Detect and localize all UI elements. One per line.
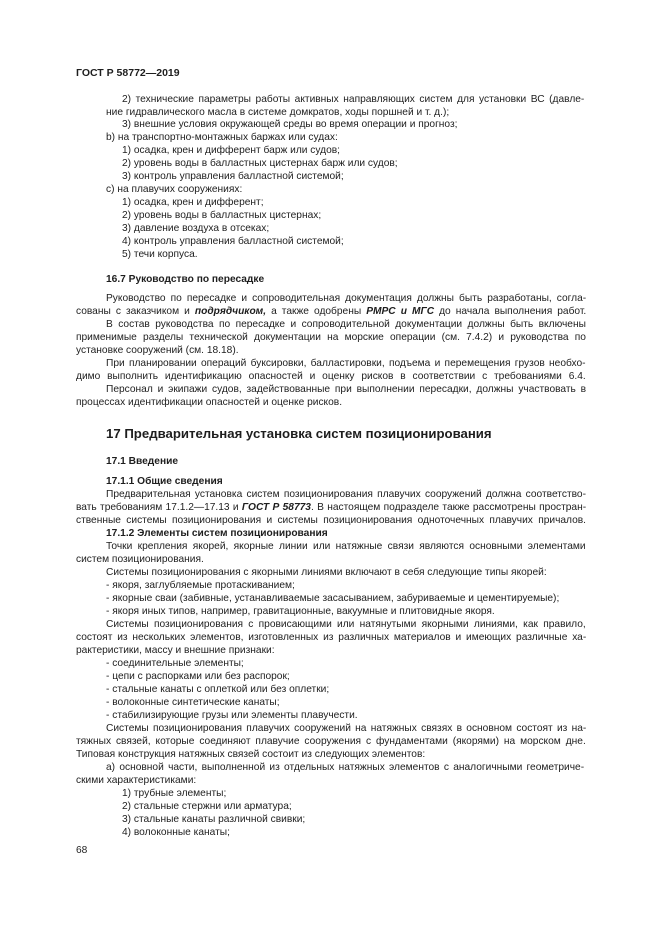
text-line bbox=[122, 814, 305, 826]
text-line bbox=[76, 502, 586, 514]
text-run: димо выполнить идентификацию опасностей и оценку рисков в соответствии с требованиями 6.4. bbox=[76, 371, 586, 382]
text-run: Типовая конструкция натяжных связей состоит из следующих элементов: bbox=[76, 749, 426, 760]
emphasis-text: РМРС и МГС bbox=[366, 306, 435, 317]
text-run: состоят из нескольких элементов, изготовленных из различных материалов и имеющих различные ха- bbox=[76, 632, 587, 643]
text-line bbox=[106, 358, 586, 370]
text-line bbox=[106, 619, 586, 631]
text-run: 17 Предварительная установка систем позиционирования bbox=[106, 426, 492, 441]
text-run: 1) осадка, крен и дифферент барж или судов; bbox=[122, 145, 340, 156]
text-run: - якоря, заглубляемые протаскиванием; bbox=[106, 580, 295, 591]
text-run: скими характеристиками: bbox=[76, 775, 197, 786]
subsection-heading bbox=[106, 456, 178, 468]
text-run: Персонал и экипажи судов, задействованные при выполнении пересадки, должны участвовать в bbox=[106, 384, 587, 395]
text-line bbox=[76, 554, 204, 566]
text-run: тяжных связей, которые соединяют плавучие сооружения с фундаментами (якорями) на морском дне. bbox=[76, 736, 586, 747]
text-line bbox=[106, 567, 547, 579]
text-run: Руководство по пересадке и сопроводительная документация должны быть разработаны, согла- bbox=[106, 293, 587, 304]
page-number: 68 bbox=[76, 845, 88, 856]
text-run: b) на транспортно-монтажных баржах или судах: bbox=[106, 132, 338, 143]
text-line bbox=[106, 132, 338, 144]
text-run: 1) трубные элементы; bbox=[122, 788, 227, 799]
text-line bbox=[106, 293, 586, 305]
text-run: вать требованиям 17.1.2—17.13 и bbox=[76, 502, 242, 513]
text-run: 1) осадка, крен и дифферент; bbox=[122, 197, 264, 208]
text-run: При планировании операций буксировки, балластировки, подъема и перемещения грузов необхо- bbox=[106, 358, 586, 369]
text-line bbox=[106, 606, 495, 618]
text-line bbox=[122, 158, 398, 170]
text-line bbox=[76, 749, 425, 761]
text-run: 3) внешние условия окружающей среды во время операции и прогноз; bbox=[122, 119, 458, 130]
text-run: Системы позиционирования с провисающими или натянутыми якорными линиями, как правило, bbox=[106, 619, 586, 630]
text-run: Предварительная установка систем позиционирования плавучих сооружений должна соответство- bbox=[106, 489, 586, 500]
text-run: 3) контроль управления балластной системой; bbox=[122, 171, 344, 182]
text-run: . В настоящем подразделе также рассмотрены простран- bbox=[310, 502, 587, 513]
text-run: 2) уровень воды в балластных цистернах барж или судов; bbox=[122, 158, 398, 169]
text-run: а также одобрены bbox=[266, 306, 367, 317]
text-run: Системы позиционирования плавучих сооружений на натяжных связях в основном состоят из на- bbox=[106, 723, 587, 734]
text-line bbox=[76, 371, 586, 383]
text-line bbox=[106, 184, 242, 196]
text-run: 2) технические параметры работы активных направляющих систем для установки ВС (давле- bbox=[122, 94, 585, 105]
text-line bbox=[76, 632, 586, 644]
text-line bbox=[122, 801, 292, 813]
text-line bbox=[106, 489, 586, 501]
text-run: сованы с заказчиком и bbox=[76, 306, 195, 317]
text-line bbox=[106, 762, 584, 774]
section-heading bbox=[106, 428, 492, 440]
text-line bbox=[76, 345, 239, 357]
text-run: 5) течи корпуса. bbox=[122, 249, 198, 260]
text-line bbox=[122, 145, 340, 157]
text-line bbox=[106, 593, 559, 605]
emphasis-text: подрядчиком, bbox=[194, 306, 267, 317]
text-run: В состав руководства по пересадке и сопроводительной документации должны быть включены bbox=[106, 319, 586, 330]
text-run: установке сооружений (см. 18.18). bbox=[76, 345, 239, 356]
emphasis-text: ГОСТ Р 58773 bbox=[241, 502, 311, 513]
text-line bbox=[106, 697, 280, 709]
text-line bbox=[76, 515, 586, 527]
text-run: 3) стальные канаты различной свивки; bbox=[122, 814, 306, 825]
text-run: 4) контроль управления балластной системой; bbox=[122, 236, 344, 247]
text-run: применимые разделы технической документации на морские операции (см. 7.4.2) и руководства по bbox=[76, 332, 586, 343]
text-line bbox=[122, 119, 457, 131]
text-run: до начала выполнения работ. bbox=[434, 306, 587, 317]
text-run: - стальные канаты с оплеткой или без оплетки; bbox=[106, 684, 330, 695]
text-run: рактеристики, массу и внешние признаки: bbox=[76, 645, 275, 656]
text-line bbox=[122, 223, 269, 235]
text-line bbox=[76, 775, 196, 787]
text-run: 17.1.2 Элементы систем позиционирования bbox=[106, 528, 328, 539]
text-run: 16.7 Руководство по пересадке bbox=[106, 274, 265, 285]
text-line bbox=[122, 249, 198, 261]
subsection-heading bbox=[106, 274, 264, 286]
text-run: Точки крепления якорей, якорные линии или натяжные связи являются основными элементами bbox=[106, 541, 586, 552]
text-line bbox=[122, 171, 344, 183]
text-run: Системы позиционирования с якорными линиями включают в себя следующие типы якорей: bbox=[106, 567, 547, 578]
subsection-heading bbox=[106, 476, 223, 488]
text-line bbox=[106, 671, 290, 683]
text-run: 17.1.1 Общие сведения bbox=[106, 476, 223, 487]
text-run: a) основной части, выполненной из отдельных натяжных элементов с аналогичными геометриче- bbox=[106, 762, 585, 773]
text-line bbox=[76, 332, 586, 344]
text-line bbox=[106, 541, 586, 553]
text-run: - стабилизирующие грузы или элементы плавучести. bbox=[106, 710, 358, 721]
text-run: 2) уровень воды в балластных цистернах; bbox=[122, 210, 322, 221]
text-run: c) на плавучих сооружениях: bbox=[106, 184, 243, 195]
text-line bbox=[106, 580, 295, 592]
text-run: ние гидравлического масла в системе домкратов, ходы поршней и т. д.); bbox=[106, 107, 450, 118]
text-run: процессах идентификации опасностей и оценке рисков. bbox=[76, 397, 343, 408]
text-run: систем позиционирования. bbox=[76, 554, 204, 565]
text-run: - якоря иных типов, например, гравитационные, вакуумные и плитовидные якоря. bbox=[106, 606, 495, 617]
text-line bbox=[122, 788, 226, 800]
text-run: - цепи с распорками или без распорок; bbox=[106, 671, 290, 682]
document-header: ГОСТ Р 58772—2019 bbox=[76, 67, 180, 79]
text-run: - якорные сваи (забивные, устанавливаемые засасыванием, забуриваемые и цементируемые); bbox=[106, 593, 560, 604]
text-line bbox=[122, 94, 584, 106]
text-line bbox=[122, 210, 321, 222]
text-run: 2) стальные стержни или арматура; bbox=[122, 801, 292, 812]
text-run: 4) волоконные канаты; bbox=[122, 827, 230, 838]
text-line bbox=[106, 710, 358, 722]
text-line bbox=[76, 397, 342, 409]
text-run: - волоконные синтетические канаты; bbox=[106, 697, 280, 708]
text-line bbox=[76, 645, 275, 657]
text-line bbox=[122, 827, 230, 839]
text-line bbox=[76, 736, 586, 748]
text-run: 17.1 Введение bbox=[106, 456, 179, 467]
text-line bbox=[76, 306, 586, 318]
text-line bbox=[106, 723, 586, 735]
subsection-heading bbox=[106, 528, 328, 540]
text-line bbox=[106, 684, 329, 696]
text-run: ственные системы позиционирования и системы позиционирования одноточечных плавучих причалов. bbox=[76, 515, 587, 526]
text-line bbox=[106, 319, 586, 331]
text-run: - соединительные элементы; bbox=[106, 658, 244, 669]
text-line bbox=[106, 384, 586, 396]
text-line bbox=[122, 236, 344, 248]
text-line bbox=[106, 658, 244, 670]
text-line bbox=[106, 107, 449, 119]
text-run: 3) давление воздуха в отсеках; bbox=[122, 223, 270, 234]
text-line bbox=[122, 197, 264, 209]
